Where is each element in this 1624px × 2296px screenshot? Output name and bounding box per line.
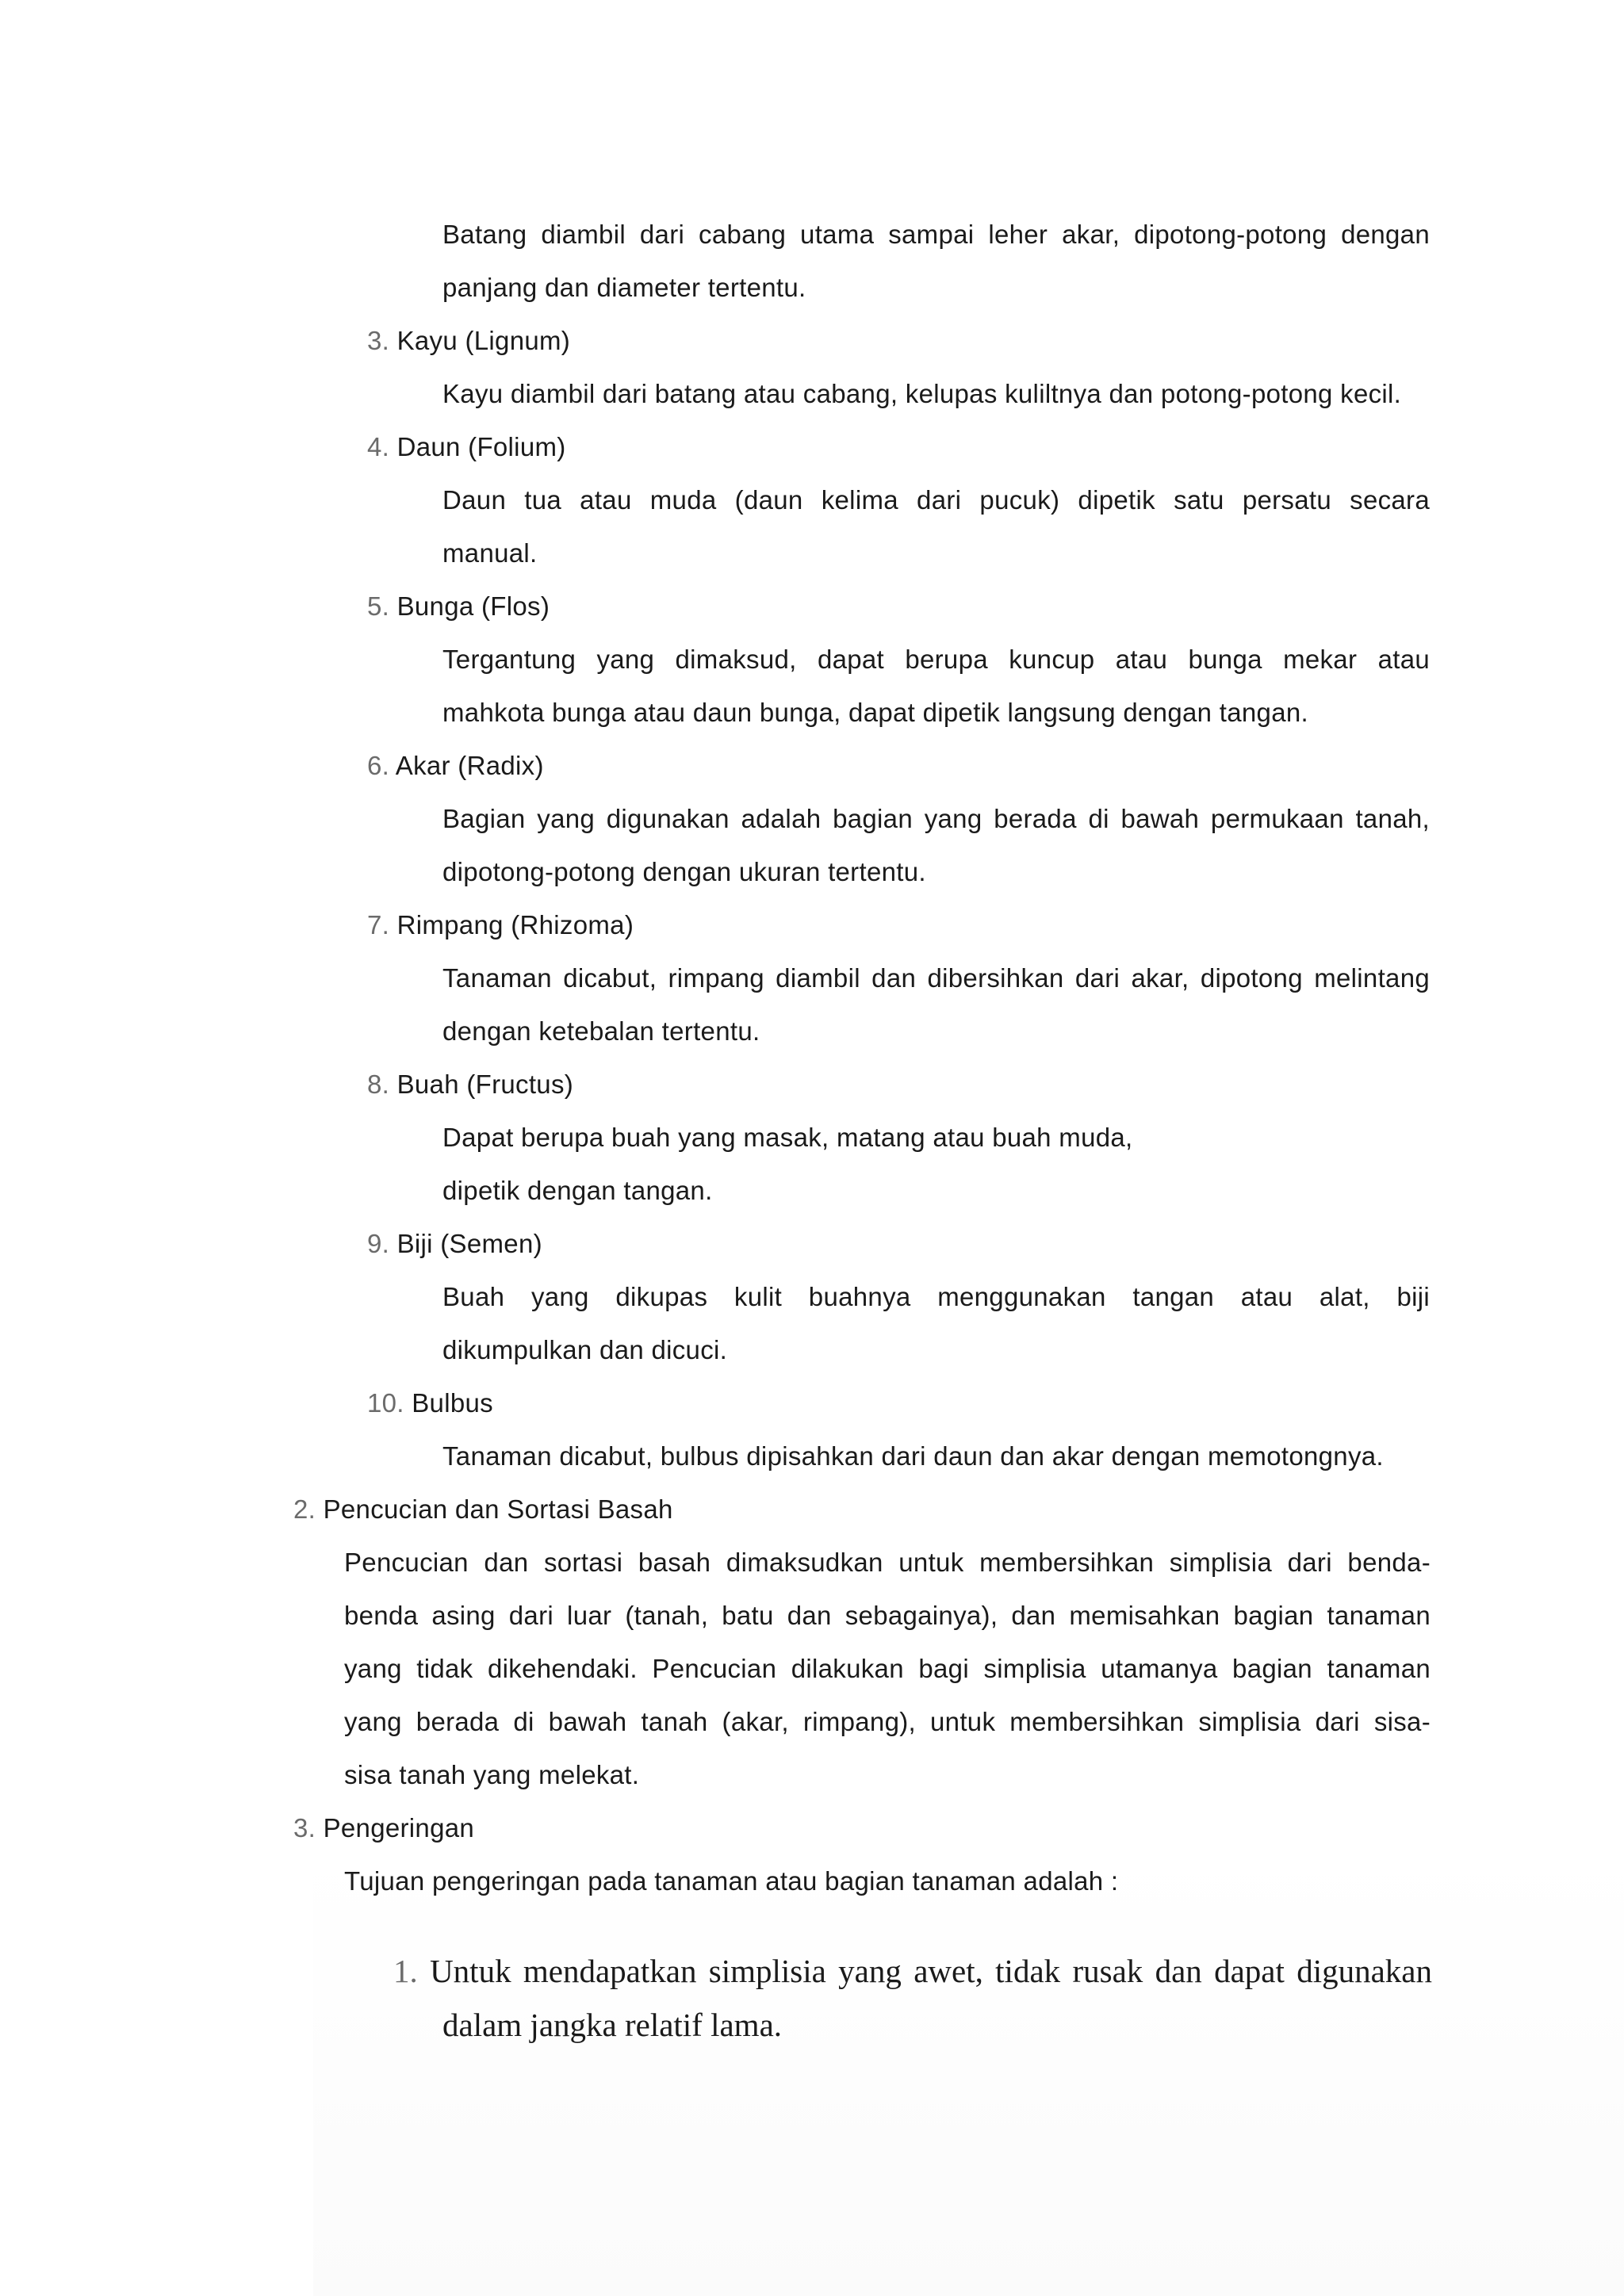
- paragraph-line: manual.: [442, 538, 538, 568]
- list-number: 1.: [393, 1953, 418, 1989]
- list-item-heading: [367, 909, 634, 941]
- numbered-item-text: Untuk mendapatkan simplisia yang awet, tidak rusak dan dapat digunakan: [430, 1953, 1432, 1989]
- paragraph-line: mahkota bunga atau daun bunga, dapat dipetik langsung dengan tangan.: [442, 698, 1308, 727]
- paragraph-line: dipotong-potong dengan ukuran tertentu.: [442, 857, 926, 886]
- list-number: 6.: [367, 751, 390, 780]
- page-shading: [313, 1847, 1624, 2296]
- paragraph-line: dengan ketebalan tertentu.: [442, 1016, 760, 1046]
- paragraph-line: sisa tanah yang melekat.: [344, 1760, 640, 1789]
- numbered-item-line: dalam jangka relatif lama.: [442, 2007, 783, 2043]
- paragraph-line: Tanaman dicabut, rimpang diambil dan dibersihkan dari akar, dipotong melintang: [442, 963, 1430, 993]
- paragraph-line: Tujuan pengeringan pada tanaman atau bagian tanaman adalah :: [344, 1866, 1119, 1896]
- list-item-heading: [367, 1387, 493, 1419]
- section-heading: [293, 1494, 673, 1525]
- list-item-title: Bulbus: [412, 1388, 493, 1418]
- paragraph-line: Kayu diambil dari batang atau cabang, kelupas kuliltnya dan potong-potong kecil.: [442, 379, 1402, 408]
- paragraph-line: yang berada di bawah tanah (akar, rimpang), untuk membersihkan simplisia dari sisa-: [344, 1707, 1431, 1736]
- list-number: 9.: [367, 1229, 390, 1258]
- paragraph-line: Buah yang dikupas kulit buahnya menggunakan tangan atau alat, biji: [442, 1282, 1430, 1311]
- list-item-title: Bunga (Flos): [396, 591, 550, 621]
- section-number: 3.: [293, 1813, 316, 1843]
- section-heading: [293, 1812, 474, 1844]
- section-title: Pengeringan: [323, 1813, 475, 1843]
- paragraph-line: dikumpulkan dan dicuci.: [442, 1335, 728, 1364]
- list-item-title: Rimpang (Rhizoma): [396, 910, 634, 939]
- paragraph-line: yang tidak dikehendaki. Pencucian dilakukan bagi simplisia utamanya bagian tanaman: [344, 1654, 1431, 1683]
- list-item-title: Daun (Folium): [396, 432, 566, 461]
- list-item-title: Akar (Radix): [395, 751, 544, 780]
- paragraph-line: panjang dan diameter tertentu.: [442, 273, 806, 302]
- list-number: 10.: [367, 1388, 404, 1418]
- list-item-title: Kayu (Lignum): [396, 326, 571, 355]
- paragraph-line: Dapat berupa buah yang masak, matang atau buah muda,: [442, 1123, 1133, 1152]
- paragraph-line: Tanaman dicabut, bulbus dipisahkan dari daun dan akar dengan memotongnya.: [442, 1441, 1384, 1471]
- list-item-heading: [367, 325, 570, 357]
- section-number: 2.: [293, 1494, 316, 1524]
- list-number: 7.: [367, 910, 390, 939]
- list-number: 5.: [367, 591, 390, 621]
- list-number: 4.: [367, 432, 390, 461]
- paragraph-line: Batang diambil dari cabang utama sampai leher akar, dipotong-potong dengan: [442, 220, 1430, 249]
- section-title: Pencucian dan Sortasi Basah: [323, 1494, 673, 1524]
- paragraph-line: Tergantung yang dimaksud, dapat berupa kuncup atau bunga mekar atau: [442, 645, 1430, 674]
- list-number: 3.: [367, 326, 390, 355]
- list-item-title: Buah (Fructus): [396, 1070, 574, 1099]
- list-number: 8.: [367, 1070, 390, 1099]
- numbered-item-line: [393, 1952, 1432, 1990]
- list-item-title: Biji (Semen): [396, 1229, 542, 1258]
- list-item-heading: [367, 591, 550, 622]
- paragraph-line: benda asing dari luar (tanah, batu dan sebagainya), dan memisahkan bagian tanaman: [344, 1601, 1431, 1630]
- paragraph-line: Daun tua atau muda (daun kelima dari pucuk) dipetik satu persatu secara: [442, 485, 1430, 515]
- list-item-heading: [367, 750, 544, 782]
- paragraph-line: Bagian yang digunakan adalah bagian yang berada di bawah permukaan tanah,: [442, 804, 1430, 833]
- paragraph-line: dipetik dengan tangan.: [442, 1176, 713, 1205]
- paragraph-line: Pencucian dan sortasi basah dimaksudkan untuk membersihkan simplisia dari benda-: [344, 1548, 1431, 1577]
- list-item-heading: [367, 1228, 542, 1260]
- list-item-heading: [367, 1069, 573, 1100]
- list-item-heading: [367, 431, 566, 463]
